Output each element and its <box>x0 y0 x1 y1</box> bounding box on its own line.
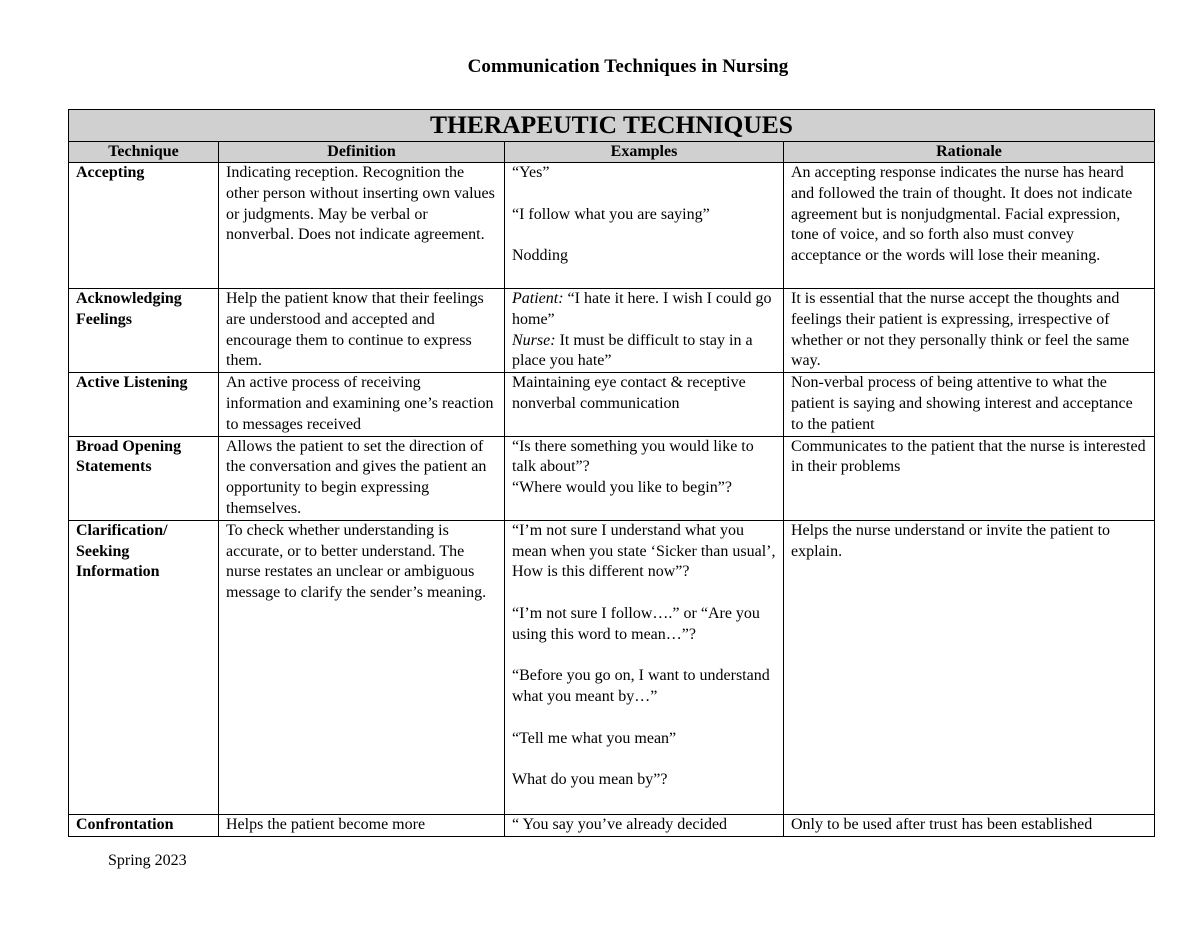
therapeutic-techniques-table <box>68 109 1155 837</box>
technique-cell: Confrontation <box>69 814 219 836</box>
example-line: “Before you go on, I want to understand what you meant by…” <box>512 667 770 706</box>
rationale-cell: Helps the nurse understand or invite the patient to explain. <box>784 520 1155 814</box>
column-header-technique: Technique <box>69 142 219 163</box>
definition-cell: Allows the patient to set the direction of the conversation and gives the patient an opportunity to begin expressing themselves. <box>219 436 505 520</box>
rationale-cell: Communicates to the patient that the nurse is interested in their problems <box>784 436 1155 520</box>
examples-cell <box>505 163 784 289</box>
technique-cell: Acknowledging Feelings <box>69 289 219 373</box>
technique-cell: Clarification/ Seeking Information <box>69 520 219 814</box>
column-header-rationale: Rationale <box>784 142 1155 163</box>
speaker-label: Nurse: <box>512 331 556 349</box>
examples-cell <box>505 289 784 373</box>
example-line: “I’m not sure I follow….” or “Are you using this word to mean…”? <box>512 604 760 643</box>
technique-cell: Active Listening <box>69 373 219 436</box>
definition-cell: Helps the patient become more <box>219 814 505 836</box>
example-line <box>512 583 776 604</box>
column-header-definition: Definition <box>219 142 505 163</box>
dialogue-line <box>512 332 753 370</box>
table-row <box>69 373 1155 436</box>
table-row <box>69 436 1155 520</box>
table-row <box>69 289 1155 373</box>
examples-cell <box>505 373 784 436</box>
technique-cell: Accepting <box>69 163 219 289</box>
page-footer: Spring 2023 <box>108 852 187 869</box>
example-line <box>512 708 776 729</box>
example-line: Maintaining eye contact & receptive nonverbal communication <box>512 374 746 412</box>
example-line: “I follow what you are saying” <box>512 205 710 223</box>
definition-cell: Indicating reception. Recognition the other person without inserting own values or judgments. May be verbal or nonverbal. Does not indicate agreement. <box>219 163 505 289</box>
table-row <box>69 520 1155 814</box>
example-line: “Tell me what you mean” <box>512 729 677 747</box>
rationale-cell: Only to be used after trust has been established <box>784 814 1155 836</box>
rationale-cell: An accepting response indicates the nurse has heard and followed the train of thought. It does not indicate agreement but is nonjudgmental. Facial expression, tone of voice, and so forth also must convey acceptance or the words will lose their meaning. <box>784 163 1155 289</box>
example-line: “ You say you’ve already decided <box>512 815 728 833</box>
definition-cell: To check whether understanding is accurate, or to better understand. The nurse restates an unclear or ambiguous message to clarify the sender’s meaning. <box>219 520 505 814</box>
speaker-label: Patient: <box>512 290 564 307</box>
example-line <box>512 646 776 667</box>
document-title: Communication Techniques in Nursing <box>467 56 789 77</box>
examples-cell <box>505 814 784 836</box>
table-row <box>69 814 1155 836</box>
technique-cell: Broad Opening Statements <box>69 436 219 520</box>
definition-cell: Help the patient know that their feelings are understood and accepted and encourage them to continue to express them. <box>219 289 505 373</box>
example-line: What do you mean by”? <box>512 771 668 789</box>
example-line: “Yes” <box>512 164 550 181</box>
dialogue-text: “I hate it here. I wish I could go home” <box>512 290 772 328</box>
dialogue-text: It must be difficult to stay in a place you hate” <box>512 331 753 370</box>
example-line <box>512 184 776 205</box>
rationale-cell: Non-verbal process of being attentive to what the patient is saying and showing interest and acceptance to the patient <box>784 373 1155 436</box>
table-banner: THERAPEUTIC TECHNIQUES <box>69 110 1155 142</box>
table-row <box>69 163 1155 289</box>
examples-cell <box>505 436 784 520</box>
rationale-cell: It is essential that the nurse accept the thoughts and feelings their patient is expressing, irrespective of whether or not they personally think or feel the same way. <box>784 289 1155 373</box>
dialogue-line <box>512 290 771 328</box>
definition-cell: An active process of receiving information and examining one’s reaction to messages received <box>219 373 505 436</box>
example-line: “I’m not sure I understand what you mean when you state ‘Sicker than usual’, How is this different now”? <box>512 521 776 581</box>
example-line: Nodding <box>512 247 568 265</box>
example-line: “Is there something you would like to talk about”? <box>512 437 754 476</box>
example-line <box>512 750 776 771</box>
column-header-examples: Examples <box>505 142 784 163</box>
examples-cell <box>505 520 784 814</box>
example-line: “Where would you like to begin”? <box>512 479 732 497</box>
example-line <box>512 225 776 246</box>
